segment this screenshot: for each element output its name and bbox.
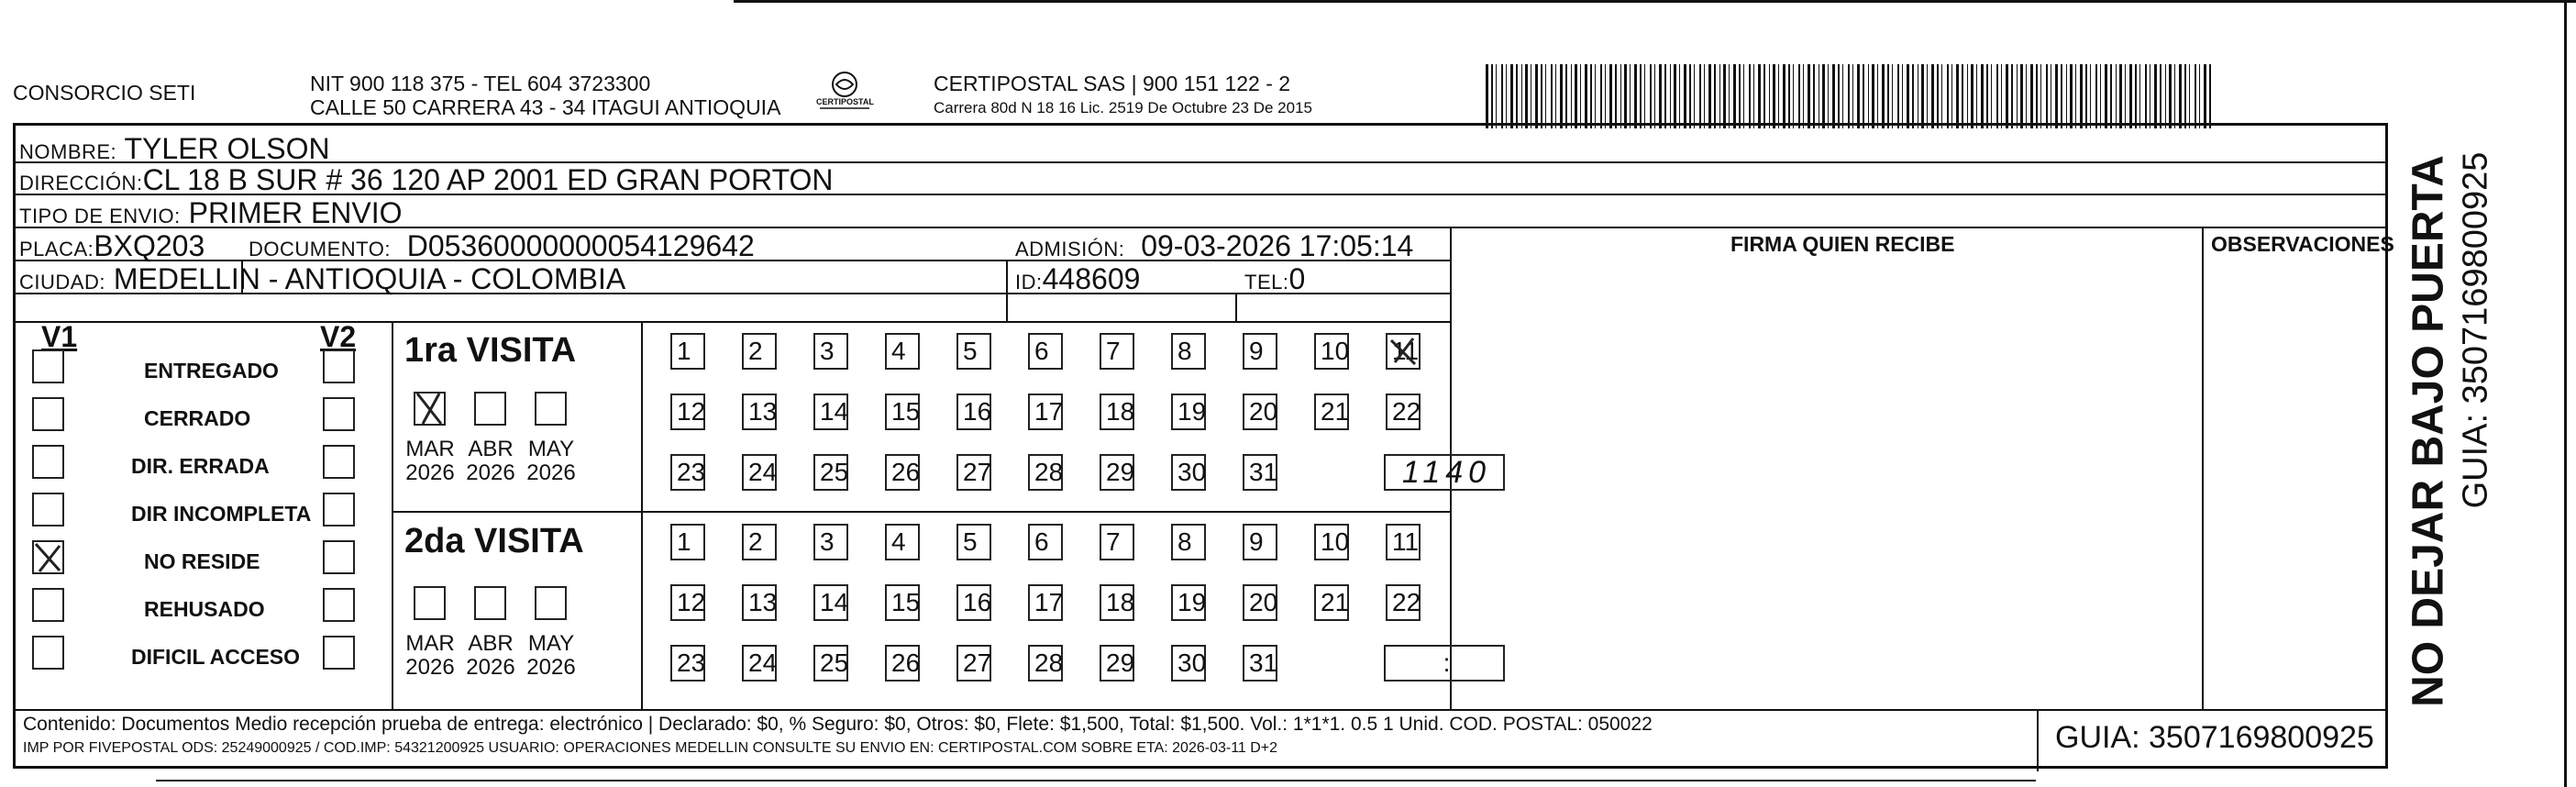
day-box[interactable]: 4 — [885, 333, 920, 370]
day-box[interactable]: 13 — [742, 394, 777, 430]
day-box[interactable]: 24 — [742, 454, 777, 491]
day-box[interactable]: 25 — [813, 645, 848, 682]
footer-contenido: Contenido: Documentos Medio recepción prueba de entrega: electrónico | Declarado: $0, % Seguro: $0, Otros: $0, Flete: $1,500, Total: $1,500. Vol.: 1*1*1. 0.5 1 Unid. COD. POSTAL: 050022 — [23, 714, 1653, 735]
day-box[interactable]: 6 — [1028, 524, 1063, 560]
side-guia: GUIA: 3507169800925 — [2456, 151, 2495, 509]
v1-checkbox[interactable] — [32, 445, 64, 479]
v1-checkbox[interactable] — [32, 540, 64, 574]
certipostal-license: Carrera 80d N 18 16 Lic. 2519 De Octubre 23 De 2015 — [934, 99, 1312, 116]
nombre-field: NOMBRE: TYLER OLSON — [19, 132, 330, 165]
v2-checkbox[interactable] — [323, 397, 355, 431]
day-box[interactable]: 27 — [956, 645, 991, 682]
status-option-label: DIR INCOMPLETA — [131, 502, 312, 526]
day-box[interactable]: 30 — [1171, 645, 1206, 682]
status-option-label: NO RESIDE — [144, 549, 260, 573]
month-checkbox[interactable] — [535, 586, 567, 620]
day-box[interactable]: 15 — [885, 394, 920, 430]
day-box[interactable]: 11 — [1386, 524, 1421, 560]
status-option-label: REHUSADO — [144, 597, 265, 621]
v1-checkbox[interactable] — [32, 397, 64, 431]
day-box[interactable]: 16 — [956, 394, 991, 430]
id-field: ID:448609 — [1015, 262, 1141, 295]
v1-checkbox[interactable] — [32, 588, 64, 622]
v1-label: V1 — [41, 320, 78, 353]
day-box[interactable]: 8 — [1171, 524, 1206, 560]
day-box[interactable]: 2 — [742, 333, 777, 370]
barcode — [1486, 64, 2219, 128]
day-box[interactable]: 5 — [956, 333, 991, 370]
day-box[interactable]: 6 — [1028, 333, 1063, 370]
day-box[interactable]: 7 — [1100, 333, 1134, 370]
day-box[interactable]: 19 — [1171, 394, 1206, 430]
day-box[interactable]: 10 — [1314, 524, 1349, 560]
day-box[interactable]: 29 — [1100, 645, 1134, 682]
tel-field: TEL:0 — [1244, 262, 1306, 295]
status-option-label: CERRADO — [144, 406, 251, 430]
footer-impresion: IMP POR FIVEPOSTAL ODS: 25249000925 / COD.IMP: 54321200925 USUARIO: OPERACIONES MEDELLIN CONSULTE SU ENVIO EN: CERTIPOSTAL.COM SOBRE ETA: 2026-03-11 D+2 — [23, 740, 1278, 756]
day-box[interactable]: 13 — [742, 584, 777, 621]
day-box[interactable]: 18 — [1100, 584, 1134, 621]
month-checkbox[interactable] — [535, 392, 567, 426]
day-box[interactable]: 9 — [1243, 333, 1277, 370]
month-checkbox[interactable] — [414, 586, 446, 620]
day-box[interactable]: 28 — [1028, 645, 1063, 682]
day-box[interactable]: 19 — [1171, 584, 1206, 621]
no-dejar-bajo-puerta: NO DEJAR BAJO PUERTA — [2404, 155, 2453, 707]
day-box[interactable]: 20 — [1243, 584, 1277, 621]
day-box[interactable]: 31 — [1243, 454, 1277, 491]
delivery-form — [13, 123, 2394, 769]
day-box[interactable]: 14 — [813, 394, 848, 430]
day-box[interactable]: 24 — [742, 645, 777, 682]
day-box[interactable]: 29 — [1100, 454, 1134, 491]
v2-label: V2 — [320, 320, 357, 353]
v1-checkbox[interactable] — [32, 349, 64, 383]
guia-box: GUIA: 3507169800925 — [2055, 720, 2374, 755]
month-label: ABR 2026 — [466, 437, 515, 485]
v2-checkbox[interactable] — [323, 540, 355, 574]
month-label: MAR 2026 — [405, 437, 455, 485]
day-box[interactable]: 5 — [956, 524, 991, 560]
day-box[interactable]: 23 — [670, 645, 705, 682]
month-label: MAY 2026 — [526, 631, 576, 680]
day-box[interactable]: 31 — [1243, 645, 1277, 682]
day-box[interactable]: 21 — [1314, 394, 1349, 430]
day-box[interactable]: 17 — [1028, 584, 1063, 621]
day-box[interactable]: 7 — [1100, 524, 1134, 560]
company-name: CONSORCIO SETI — [13, 81, 196, 105]
day-box[interactable]: 21 — [1314, 584, 1349, 621]
day-box[interactable]: 1 — [670, 333, 705, 370]
month-label: MAY 2026 — [526, 437, 576, 485]
day-box[interactable]: 3 — [813, 333, 848, 370]
visit2-title: 2da VISITA — [404, 522, 584, 560]
status-option-label: DIR. ERRADA — [131, 454, 270, 478]
day-box[interactable]: 30 — [1171, 454, 1206, 491]
status-option-label: ENTREGADO — [144, 359, 279, 382]
time-box[interactable]: 1140 — [1384, 454, 1505, 491]
direccion-field: DIRECCIÓN:CL 18 B SUR # 36 120 AP 2001 ED GRAN PORTON — [19, 163, 834, 196]
v2-checkbox[interactable] — [323, 445, 355, 479]
company-nit: NIT 900 118 375 - TEL 604 3723300 — [310, 72, 651, 95]
day-box[interactable]: 22 — [1386, 394, 1421, 430]
bottom-rule — [156, 780, 2036, 781]
time-box[interactable]: : — [1384, 645, 1505, 682]
day-box[interactable]: 22 — [1386, 584, 1421, 621]
tipo-envio-field: TIPO DE ENVIO: PRIMER ENVIO — [19, 196, 403, 229]
month-label: ABR 2026 — [466, 631, 515, 680]
v2-checkbox[interactable] — [323, 493, 355, 527]
certipostal-name: CERTIPOSTAL SAS | 900 151 122 - 2 — [934, 72, 1291, 95]
firma-label: FIRMA QUIEN RECIBE — [1730, 232, 1955, 256]
day-box[interactable]: 1 — [670, 524, 705, 560]
v2-checkbox[interactable] — [323, 588, 355, 622]
placa-field: PLACA:BXQ203 — [19, 229, 205, 262]
v2-checkbox[interactable] — [323, 636, 355, 670]
day-box[interactable]: 10 — [1314, 333, 1349, 370]
day-box[interactable]: 20 — [1243, 394, 1277, 430]
month-checkbox[interactable] — [414, 392, 446, 426]
day-box[interactable]: 26 — [885, 454, 920, 491]
month-checkbox[interactable] — [474, 392, 506, 426]
right-rule — [2564, 0, 2567, 787]
admision-field: ADMISIÓN: 09-03-2026 17:05:14 — [1015, 229, 1414, 262]
day-box[interactable]: 3 — [813, 524, 848, 560]
day-box[interactable]: 16 — [956, 584, 991, 621]
observaciones-label: OBSERVACIONES — [2211, 232, 2394, 256]
v1-checkbox[interactable] — [32, 493, 64, 527]
status-option-label: DIFICIL ACCESO — [131, 645, 301, 669]
day-box[interactable]: 14 — [813, 584, 848, 621]
day-box[interactable]: 2 — [742, 524, 777, 560]
day-box[interactable]: 26 — [885, 645, 920, 682]
month-checkbox[interactable] — [474, 586, 506, 620]
day-box[interactable]: 8 — [1171, 333, 1206, 370]
day-box[interactable]: 23 — [670, 454, 705, 491]
day-box[interactable]: 12 — [670, 394, 705, 430]
day-box[interactable]: 25 — [813, 454, 848, 491]
day-box[interactable]: 12 — [670, 584, 705, 621]
v1-checkbox[interactable] — [32, 636, 64, 670]
top-rule — [734, 0, 2576, 3]
company-address: CALLE 50 CARRERA 43 - 34 ITAGUI ANTIOQUIA — [310, 95, 781, 119]
month-label: MAR 2026 — [405, 631, 455, 680]
certipostal-logo: CERTIPOSTAL — [813, 70, 877, 116]
day-box[interactable]: 11 — [1386, 333, 1421, 370]
ciudad-field: CIUDAD: MEDELLIN - ANTIOQUIA - COLOMBIA — [19, 262, 626, 295]
v2-checkbox[interactable] — [323, 349, 355, 383]
day-box[interactable]: 15 — [885, 584, 920, 621]
visit1-title: 1ra VISITA — [404, 331, 577, 370]
documento-field: DOCUMENTO: D05360000000054129642 — [249, 229, 755, 262]
day-box[interactable]: 28 — [1028, 454, 1063, 491]
day-box[interactable]: 4 — [885, 524, 920, 560]
day-box[interactable]: 17 — [1028, 394, 1063, 430]
day-box[interactable]: 9 — [1243, 524, 1277, 560]
day-box[interactable]: 27 — [956, 454, 991, 491]
day-box[interactable]: 18 — [1100, 394, 1134, 430]
